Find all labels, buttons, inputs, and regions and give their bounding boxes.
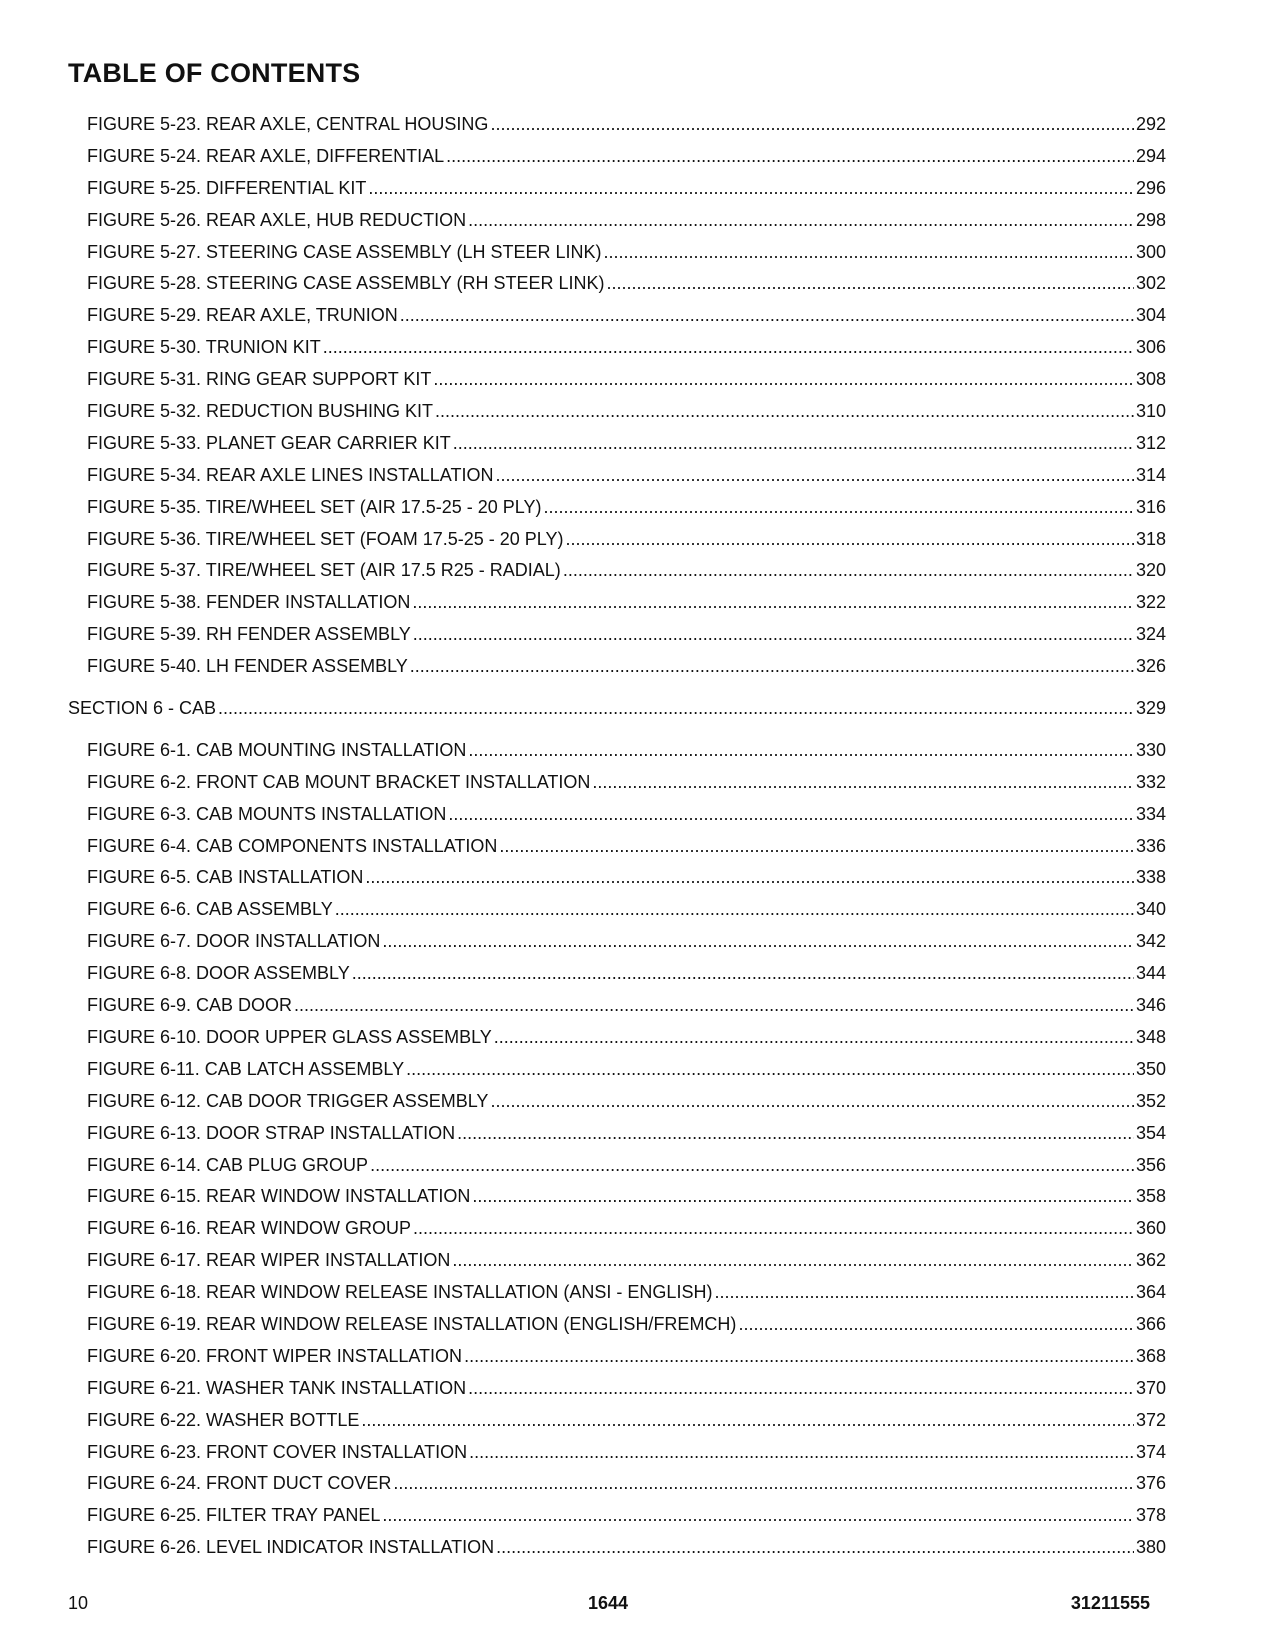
- toc-entry-page: 378: [1135, 1505, 1166, 1526]
- toc-dot-leader: [714, 1277, 1134, 1309]
- toc-entry-page: 294: [1135, 145, 1166, 166]
- toc-entry-page: 346: [1135, 995, 1166, 1016]
- toc-entry-page: 334: [1135, 803, 1166, 824]
- toc-entry-page: 342: [1135, 931, 1166, 952]
- toc-entry-label: SECTION 6 - CAB: [68, 698, 217, 719]
- toc-dot-leader: [365, 862, 1134, 894]
- toc-entry-page: 308: [1135, 369, 1166, 390]
- toc-figure-entry[interactable]: [68, 958, 1166, 990]
- toc-figure-entry[interactable]: [68, 492, 1166, 524]
- toc-dot-leader: [603, 237, 1133, 269]
- toc-figure-entry[interactable]: [68, 396, 1166, 428]
- toc-figure-entry[interactable]: [68, 831, 1166, 863]
- toc-figure-entry[interactable]: [68, 651, 1166, 683]
- toc-figure-entry[interactable]: [68, 799, 1166, 831]
- toc-figure-entry[interactable]: [68, 460, 1166, 492]
- toc-dot-leader: [361, 1405, 1134, 1437]
- toc-entry-label: FIGURE 6-3. CAB MOUNTS INSTALLATION: [87, 803, 447, 824]
- toc-entry-label: FIGURE 6-11. CAB LATCH ASSEMBLY: [87, 1058, 405, 1079]
- toc-figure-entry[interactable]: [68, 1500, 1166, 1532]
- toc-entry-label: FIGURE 6-16. REAR WINDOW GROUP: [87, 1218, 412, 1239]
- toc-entry-label: FIGURE 6-6. CAB ASSEMBLY: [87, 899, 333, 920]
- toc-entry-label: FIGURE 6-18. REAR WINDOW RELEASE INSTALLATION (ANSI - ENGLISH): [87, 1282, 713, 1303]
- toc-dot-leader: [433, 364, 1134, 396]
- toc-dot-leader: [410, 651, 1134, 683]
- toc-figure-entry[interactable]: [68, 173, 1166, 205]
- toc-dot-leader: [435, 396, 1134, 428]
- toc-entry-page: 366: [1135, 1313, 1166, 1334]
- toc-entry-label: FIGURE 5-40. LH FENDER ASSEMBLY: [87, 656, 408, 677]
- toc-figure-entry[interactable]: [68, 268, 1166, 300]
- toc-figure-entry[interactable]: [68, 428, 1166, 460]
- toc-entry-label: FIGURE 5-26. REAR AXLE, HUB REDUCTION: [87, 209, 467, 230]
- toc-figure-entry[interactable]: [68, 205, 1166, 237]
- toc-dot-leader: [606, 268, 1133, 300]
- toc-dot-leader: [400, 300, 1134, 332]
- toc-entry-label: FIGURE 6-1. CAB MOUNTING INSTALLATION: [87, 739, 467, 760]
- toc-figure-entry[interactable]: [68, 109, 1166, 141]
- toc-entry-label: FIGURE 5-34. REAR AXLE LINES INSTALLATION: [87, 464, 494, 485]
- toc-dot-leader: [494, 1022, 1134, 1054]
- toc-figure-entry[interactable]: [68, 1341, 1166, 1373]
- toc-entry-page: 376: [1135, 1473, 1166, 1494]
- toc-entry-page: 312: [1135, 432, 1166, 453]
- toc-entry-page: 348: [1135, 1026, 1166, 1047]
- toc-dot-leader: [412, 587, 1134, 619]
- toc-dot-leader: [563, 555, 1134, 587]
- toc-figure-entry[interactable]: [68, 364, 1166, 396]
- toc-dot-leader: [368, 173, 1134, 205]
- toc-entry-label: FIGURE 5-35. TIRE/WHEEL SET (AIR 17.5-25 - 20 PLY): [87, 496, 542, 517]
- toc-entry-label: FIGURE 6-9. CAB DOOR: [87, 995, 293, 1016]
- toc-entry-page: 374: [1135, 1441, 1166, 1462]
- toc-dot-leader: [382, 1500, 1134, 1532]
- toc-entry-label: FIGURE 6-26. LEVEL INDICATOR INSTALLATION: [87, 1537, 495, 1558]
- toc-dot-leader: [469, 1437, 1134, 1469]
- toc-figure-entry[interactable]: [68, 1150, 1166, 1182]
- toc-entry-label: FIGURE 6-7. DOOR INSTALLATION: [87, 931, 381, 952]
- toc-figure-entry[interactable]: [68, 1309, 1166, 1341]
- toc-entry-page: 310: [1135, 401, 1166, 422]
- toc-entry-page: 322: [1135, 592, 1166, 613]
- toc-figure-entry[interactable]: [68, 555, 1166, 587]
- toc-entry-page: 320: [1135, 560, 1166, 581]
- toc-dot-leader: [393, 1468, 1134, 1500]
- toc-figure-entry[interactable]: [68, 524, 1166, 556]
- toc-dot-leader: [464, 1341, 1134, 1373]
- footer-part-number: 31211555: [1070, 1593, 1150, 1613]
- page-title: TABLE OF CONTENTS: [68, 58, 361, 88]
- toc-entry-page: 316: [1135, 496, 1166, 517]
- toc-entry-page: 304: [1135, 305, 1166, 326]
- toc-entry-label: FIGURE 5-29. REAR AXLE, TRUNION: [87, 305, 398, 326]
- toc-dot-leader: [413, 1213, 1134, 1245]
- toc-section-entry[interactable]: [68, 693, 1166, 725]
- toc-figure-entry[interactable]: [68, 587, 1166, 619]
- toc-figure-entry[interactable]: [68, 141, 1166, 173]
- toc-dot-leader: [495, 460, 1133, 492]
- toc-entry-label: FIGURE 5-39. RH FENDER ASSEMBLY: [87, 624, 411, 645]
- toc-entry-label: FIGURE 5-23. REAR AXLE, CENTRAL HOUSING: [87, 114, 489, 134]
- toc-entry-label: FIGURE 5-27. STEERING CASE ASSEMBLY (LH STEER LINK): [87, 241, 602, 262]
- toc-figure-entry[interactable]: [68, 1437, 1166, 1469]
- toc-dot-leader: [490, 1086, 1134, 1118]
- toc-entry-label: FIGURE 5-36. TIRE/WHEEL SET (FOAM 17.5-25 - 20 PLY): [87, 528, 564, 549]
- toc-figure-entry[interactable]: [68, 1373, 1166, 1405]
- toc-dot-leader: [468, 735, 1134, 767]
- toc-figure-entry[interactable]: [68, 894, 1166, 926]
- toc-entry-label: FIGURE 6-24. FRONT DUCT COVER: [87, 1473, 392, 1494]
- toc-dot-leader: [468, 1373, 1134, 1405]
- toc-dot-leader: [370, 1150, 1134, 1182]
- toc-entry-page: 336: [1135, 835, 1166, 856]
- toc-entry-label: FIGURE 6-5. CAB INSTALLATION: [87, 867, 364, 888]
- toc-dot-leader: [406, 1054, 1134, 1086]
- toc-figure-entry[interactable]: [68, 926, 1166, 958]
- toc-entry-label: FIGURE 5-28. STEERING CASE ASSEMBLY (RH STEER LINK): [87, 273, 605, 294]
- toc-entry-label: FIGURE 5-37. TIRE/WHEEL SET (AIR 17.5 R25 - RADIAL): [87, 560, 561, 581]
- footer-model: 1644: [587, 1593, 629, 1613]
- toc-entry-label: FIGURE 6-14. CAB PLUG GROUP: [87, 1154, 369, 1175]
- toc-entry-page: 292: [1135, 114, 1166, 134]
- toc-entry-label: FIGURE 6-22. WASHER BOTTLE: [87, 1409, 360, 1430]
- toc-entry-page: 364: [1135, 1282, 1166, 1303]
- toc-dot-leader: [592, 767, 1134, 799]
- toc-entry-page: 338: [1135, 867, 1166, 888]
- toc-entry-page: 372: [1135, 1409, 1166, 1430]
- toc-entry-label: FIGURE 5-25. DIFFERENTIAL KIT: [87, 177, 367, 198]
- toc-entry-label: FIGURE 6-20. FRONT WIPER INSTALLATION: [87, 1345, 463, 1366]
- toc-figure-entry[interactable]: [68, 1405, 1166, 1437]
- toc-dot-leader: [323, 332, 1134, 364]
- toc-entry-page: 362: [1135, 1250, 1166, 1271]
- toc-entry-label: FIGURE 5-33. PLANET GEAR CARRIER KIT: [87, 432, 451, 453]
- toc-entry-label: FIGURE 6-8. DOOR ASSEMBLY: [87, 963, 350, 984]
- toc-entry-label: FIGURE 6-10. DOOR UPPER GLASS ASSEMBLY: [87, 1026, 492, 1047]
- toc-entry-label: FIGURE 6-23. FRONT COVER INSTALLATION: [87, 1441, 468, 1462]
- toc-figure-entry[interactable]: [68, 767, 1166, 799]
- toc-figure-entry[interactable]: [68, 1054, 1166, 1086]
- toc-figure-entry[interactable]: [68, 300, 1166, 332]
- toc-entry-page: 302: [1135, 273, 1166, 294]
- toc-entry-label: FIGURE 5-32. REDUCTION BUSHING KIT: [87, 401, 434, 422]
- toc-entry-page: 360: [1135, 1218, 1166, 1239]
- toc-dot-leader: [457, 1118, 1134, 1150]
- toc-entry-page: 352: [1135, 1090, 1166, 1111]
- toc-figure-entry[interactable]: [68, 1022, 1166, 1054]
- toc-entry-page: 306: [1135, 337, 1166, 358]
- toc-entry-page: 370: [1135, 1377, 1166, 1398]
- toc-dot-leader: [490, 109, 1134, 141]
- toc-entry-page: 318: [1135, 528, 1166, 549]
- toc-entry-page: 340: [1135, 899, 1166, 920]
- toc-figure-entry[interactable]: [68, 1181, 1166, 1213]
- toc-entry-page: 324: [1135, 624, 1166, 645]
- toc-figure-entry[interactable]: [68, 1532, 1166, 1564]
- toc-entry-page: 354: [1135, 1122, 1166, 1143]
- toc-dot-leader: [738, 1309, 1134, 1341]
- toc-entry-page: 329: [1135, 698, 1166, 719]
- table-of-contents: [68, 109, 1166, 1564]
- toc-entry-label: FIGURE 5-31. RING GEAR SUPPORT KIT: [87, 369, 432, 390]
- toc-entry-label: FIGURE 5-38. FENDER INSTALLATION: [87, 592, 411, 613]
- toc-dot-leader: [448, 799, 1134, 831]
- toc-entry-page: 356: [1135, 1154, 1166, 1175]
- toc-entry-label: FIGURE 6-2. FRONT CAB MOUNT BRACKET INSTALLATION: [87, 771, 591, 792]
- toc-dot-leader: [565, 524, 1133, 556]
- toc-figure-entry[interactable]: [68, 237, 1166, 269]
- toc-dot-leader: [335, 894, 1134, 926]
- toc-figure-entry[interactable]: [68, 1468, 1166, 1500]
- toc-entry-page: 298: [1135, 209, 1166, 230]
- toc-entry-label: FIGURE 6-25. FILTER TRAY PANEL: [87, 1505, 381, 1526]
- toc-entry-page: 368: [1135, 1345, 1166, 1366]
- toc-figure-entry[interactable]: [68, 1118, 1166, 1150]
- toc-dot-leader: [218, 693, 1134, 725]
- toc-figure-entry[interactable]: [68, 990, 1166, 1022]
- toc-entry-page: 380: [1135, 1537, 1166, 1558]
- toc-figure-entry[interactable]: [68, 1277, 1166, 1309]
- toc-entry-page: 344: [1135, 963, 1166, 984]
- toc-figure-entry[interactable]: [68, 1086, 1166, 1118]
- toc-dot-leader: [294, 990, 1134, 1022]
- toc-entry-page: 326: [1135, 656, 1166, 677]
- toc-dot-leader: [413, 619, 1134, 651]
- toc-entry-label: FIGURE 6-12. CAB DOOR TRIGGER ASSEMBLY: [87, 1090, 489, 1111]
- toc-figure-entry[interactable]: [68, 619, 1166, 651]
- toc-dot-leader: [468, 205, 1134, 237]
- toc-entry-label: FIGURE 6-21. WASHER TANK INSTALLATION: [87, 1377, 467, 1398]
- toc-entry-page: 314: [1135, 464, 1166, 485]
- toc-figure-entry[interactable]: [68, 735, 1166, 767]
- toc-entry-page: 300: [1135, 241, 1166, 262]
- toc-entry-label: FIGURE 6-19. REAR WINDOW RELEASE INSTALLATION (ENGLISH/FREMCH): [87, 1313, 737, 1334]
- toc-entry-label: FIGURE 6-15. REAR WINDOW INSTALLATION: [87, 1186, 471, 1207]
- toc-figure-entry[interactable]: [68, 862, 1166, 894]
- footer-page-number: 10: [68, 1593, 89, 1613]
- toc-dot-leader: [452, 1245, 1134, 1277]
- toc-entry-page: 358: [1135, 1186, 1166, 1207]
- toc-entry-label: FIGURE 5-30. TRUNION KIT: [87, 337, 321, 358]
- toc-entry-page: 332: [1135, 771, 1166, 792]
- toc-entry-page: 330: [1135, 739, 1166, 760]
- toc-entry-page: 296: [1135, 177, 1166, 198]
- toc-entry-label: FIGURE 6-17. REAR WIPER INSTALLATION: [87, 1250, 451, 1271]
- toc-dot-leader: [352, 958, 1134, 990]
- toc-entry-label: FIGURE 6-13. DOOR STRAP INSTALLATION: [87, 1122, 456, 1143]
- toc-entry-label: FIGURE 6-4. CAB COMPONENTS INSTALLATION: [87, 835, 498, 856]
- toc-dot-leader: [472, 1181, 1134, 1213]
- toc-figure-entry[interactable]: [68, 332, 1166, 364]
- toc-entry-page: 350: [1135, 1058, 1166, 1079]
- toc-figure-entry[interactable]: [68, 1213, 1166, 1245]
- toc-dot-leader: [499, 831, 1134, 863]
- toc-figure-entry[interactable]: [68, 1245, 1166, 1277]
- toc-dot-leader: [453, 428, 1134, 460]
- toc-entry-label: FIGURE 5-24. REAR AXLE, DIFFERENTIAL: [87, 145, 445, 166]
- toc-dot-leader: [543, 492, 1133, 524]
- toc-dot-leader: [382, 926, 1134, 958]
- toc-dot-leader: [496, 1532, 1134, 1564]
- toc-dot-leader: [446, 141, 1134, 173]
